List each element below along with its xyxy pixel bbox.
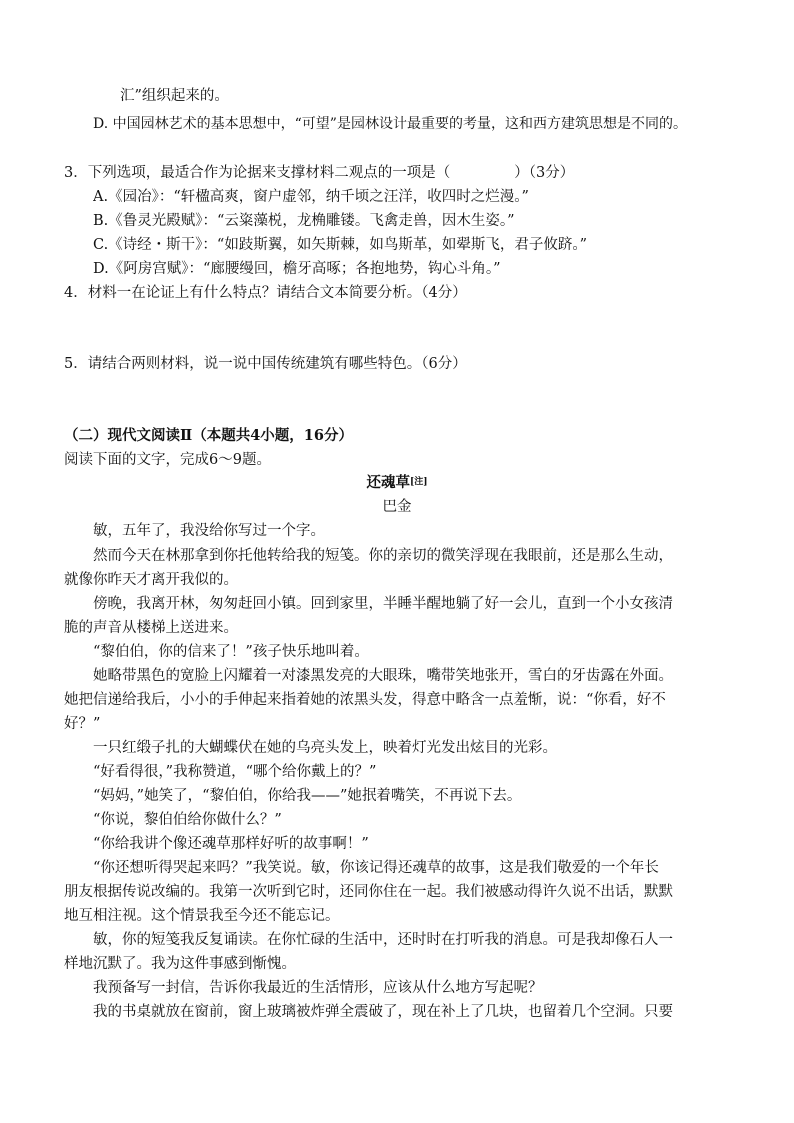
prev-option-d: D. 中国园林艺术的基本思想中，“可望”是园林设计最重要的考量，这和西方建筑思想是不同的。 xyxy=(93,116,687,132)
story-line: 然而今天在林那拿到你托他转给我的短笺。你的亲切的微笑浮现在我眼前，还是那么生动， xyxy=(93,548,673,564)
story-line: 敏，你的短笺我反复诵读。在你忙碌的生活中，还时时在打听我的消息。可是我却像石人一 xyxy=(93,932,673,948)
story-line: “妈妈，”她笑了，“黎伯伯，你给我——”她抿着嘴笑，不再说下去。 xyxy=(93,788,522,804)
story-line: 傍晚，我离开林，匆匆赶回小镇。回到家里，半睡半醒地躺了好一会儿，直到一个小女孩清 xyxy=(93,596,673,612)
story-line: 她略带黑色的宽脸上闪耀着一对漆黑发亮的大眼珠，嘴带笑地张开，雪白的牙齿露在外面。 xyxy=(93,668,673,684)
story-line: 我预备写一封信，告诉你我最近的生活情形，应该从什么地方写起呢？ xyxy=(93,980,543,996)
story-line: “黎伯伯，你的信来了！”孩子快乐地叫着。 xyxy=(93,644,369,660)
question-5: 5．请结合两则材料，说一说中国传统建筑有哪些特色。（6分） xyxy=(64,356,467,372)
question-3-stem-b: ）（3分） xyxy=(514,165,575,181)
question-3-option-b: B.《鲁灵光殿赋》：“云粢藻棁，龙桷雕镂。飞禽走兽，因木生姿。” xyxy=(93,213,515,229)
story-line: 我的书桌就放在窗前，窗上玻璃被炸弹全震破了，现在补上了几块，也留着几个空洞。只要 xyxy=(93,1004,673,1020)
story-line: 脆的声音从楼梯上送进来。 xyxy=(64,620,238,636)
question-3-option-a: A.《园冶》：“轩楹高爽，窗户虚邻，纳千顷之汪洋，收四时之烂漫。” xyxy=(93,189,529,205)
question-4: 4．材料一在论证上有什么特点？请结合文本简要分析。（4分） xyxy=(64,285,467,301)
question-3-stem-a: 3．下列选项，最适合作为论据来支撑材料二观点的一项是（ xyxy=(64,165,451,181)
prev-option-c-tail: 汇”组织起来的。 xyxy=(120,88,229,104)
story-line: 朋友根据传说改编的。我第一次听到它时，还同你住在一起。我们被感动得许久说不出话，默默 xyxy=(64,884,673,900)
story-line: 样地沉默了。我为这件事感到惭愧。 xyxy=(64,956,296,972)
story-line: 就像你昨天才离开我似的。 xyxy=(64,572,238,588)
question-3-option-d: D.《阿房宫赋》：“廊腰缦回，檐牙高啄；各抱地势，钩心斗角。” xyxy=(93,261,501,277)
story-line: 她把信递给我后，小小的手伸起来指着她的浓黑头发，得意中略含一点羞惭，说：“你看，好不 xyxy=(64,692,666,708)
story-line: “你还想听得哭起来吗？”我笑说。敏，你该记得还魂草的故事，这是我们敬爱的一个年长 xyxy=(93,860,659,876)
story-line: “好看得很，”我称赞道，“哪个给你戴上的？” xyxy=(93,764,377,780)
section-2-heading: （二）现代文阅读Ⅱ（本题共4小题，16分） xyxy=(64,427,353,444)
story-line: 好？” xyxy=(64,716,101,732)
question-3-option-c: C.《诗经・斯干》：“如跂斯翼，如矢斯棘，如鸟斯革，如翚斯飞，君子攸跻。” xyxy=(93,237,588,253)
story-title-note: [注] xyxy=(409,477,428,487)
story-line: 敏，五年了，我没给你写过一个字。 xyxy=(93,523,325,539)
section-2-instruction: 阅读下面的文字，完成6～9题。 xyxy=(64,452,271,468)
question-3-stem xyxy=(64,163,574,183)
story-line: 地互相注视。这个情景我至今还不能忘记。 xyxy=(64,908,340,924)
story-line: “你给我讲个像还魂草那样好听的故事啊！” xyxy=(93,836,369,852)
story-author: 巴金 xyxy=(382,499,412,515)
story-line: 一只红缎子扎的大蝴蝶伏在她的乌亮头发上，映着灯光发出炫目的光彩。 xyxy=(93,740,557,756)
story-title-text: 还魂草 xyxy=(366,474,410,491)
story-title xyxy=(0,473,794,493)
story-line: “你说，黎伯伯给你做什么？” xyxy=(93,812,282,828)
